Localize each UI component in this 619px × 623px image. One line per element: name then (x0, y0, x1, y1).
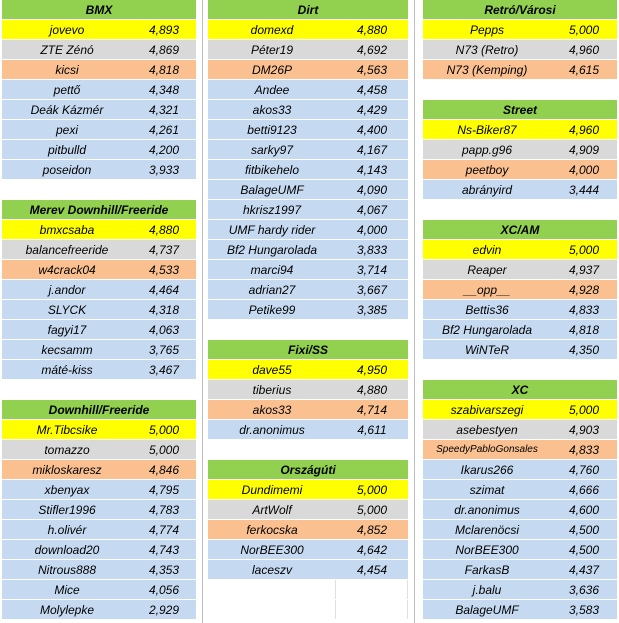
player-score: 4,846 (148, 463, 180, 477)
player-score: 4,833 (568, 303, 600, 317)
table-row (423, 460, 617, 480)
section-header-xcam (423, 220, 617, 240)
player-score: 4,500 (568, 543, 600, 557)
table-row (423, 340, 617, 360)
player-score: 5,000 (568, 23, 600, 37)
player-score: 4,000 (568, 163, 600, 177)
table-row (2, 440, 196, 460)
table-row (208, 400, 408, 420)
player-name: WiNTeR (464, 343, 510, 357)
table-row (2, 40, 196, 60)
player-name: tomazzo (44, 443, 90, 457)
table-row (2, 100, 196, 120)
table-row (208, 60, 408, 80)
table-row (423, 120, 617, 140)
player-name: Nitrous888 (37, 563, 97, 577)
player-name: j.balu (472, 583, 502, 597)
player-score: 4,454 (356, 563, 388, 577)
table-row (208, 380, 408, 400)
player-name: abrányird (461, 183, 513, 197)
player-score: 4,611 (357, 423, 387, 437)
table-row (208, 180, 408, 200)
player-name: kecsamm (41, 343, 93, 357)
player-score: 4,760 (568, 463, 600, 477)
player-name: papp.g96 (461, 143, 513, 157)
player-name: Stifler1996 (38, 503, 96, 517)
player-score: 4,893 (148, 23, 180, 37)
player-name: Péter19 (250, 43, 294, 57)
table-row (208, 560, 408, 580)
player-score: 4,429 (356, 103, 388, 117)
table-row (423, 180, 617, 200)
section-title: XC (511, 383, 529, 397)
player-score: 3,636 (568, 583, 600, 597)
player-score: 4,880 (148, 223, 180, 237)
table-row (208, 140, 408, 160)
player-name: NorBEE300 (240, 543, 304, 557)
player-score: 4,200 (148, 143, 180, 157)
player-score: 4,714 (356, 403, 388, 417)
player-score: 4,960 (568, 123, 600, 137)
player-score: 4,642 (356, 543, 388, 557)
table-row (208, 100, 408, 120)
player-score: 4,818 (148, 63, 180, 77)
player-name: Andee (254, 83, 290, 97)
player-score: 4,437 (568, 563, 600, 577)
player-score: 4,737 (148, 243, 180, 257)
player-name: Bettis36 (465, 303, 509, 317)
section-title: Downhill/Freeride (48, 403, 150, 417)
column-divider (202, 0, 203, 623)
table-row (2, 140, 196, 160)
player-score: 4,056 (148, 583, 180, 597)
player-name: betti9123 (247, 123, 297, 137)
player-name: máté-kiss (41, 363, 93, 377)
table-row (2, 120, 196, 140)
section-header-street (423, 100, 617, 120)
player-name: SpeedyPabloGonsales (436, 444, 538, 455)
player-score: 4,960 (568, 43, 600, 57)
player-score: 3,765 (148, 343, 180, 357)
player-score: 3,385 (356, 303, 388, 317)
player-name: BalageUMF (240, 183, 304, 197)
player-name: sarky97 (250, 143, 294, 157)
table-row (423, 280, 617, 300)
table-row (208, 420, 408, 440)
player-score: 2,929 (148, 603, 180, 617)
player-score: 5,000 (568, 243, 600, 257)
player-score: 4,909 (568, 143, 600, 157)
table-row (2, 320, 196, 340)
player-score: 4,880 (356, 383, 388, 397)
table-row (208, 500, 408, 520)
table-row (423, 440, 617, 460)
player-name: DM26P (251, 63, 292, 77)
player-name: Mr.Tibcsike (36, 423, 98, 437)
player-name: asebestyen (456, 423, 518, 437)
player-score: 4,903 (568, 423, 600, 437)
table-row (208, 120, 408, 140)
section-title: Street (502, 103, 537, 117)
player-score: 4,000 (356, 223, 388, 237)
player-name: NorBEE300 (455, 543, 519, 557)
table-row (423, 560, 617, 580)
player-name: Petike99 (248, 303, 296, 317)
player-score: 4,321 (148, 103, 180, 117)
player-name: pettő (53, 83, 81, 97)
player-score: 4,261 (148, 123, 180, 137)
player-score: 3,583 (568, 603, 600, 617)
table-row (2, 560, 196, 580)
player-name: peetboy (465, 163, 509, 177)
player-score: 4,818 (568, 323, 600, 337)
section-title: Retró/Városi (484, 3, 556, 17)
player-name: FarkasB (464, 563, 510, 577)
section-title: XC/AM (500, 223, 540, 237)
player-score: 5,000 (356, 503, 388, 517)
table-row (208, 480, 408, 500)
player-score: 4,318 (148, 303, 180, 317)
section-header-xc (423, 380, 617, 400)
section-header-bmx (2, 0, 196, 20)
table-row (2, 300, 196, 320)
table-row (2, 480, 196, 500)
player-score: 4,458 (356, 83, 388, 97)
player-score: 4,795 (148, 483, 180, 497)
table-row (2, 500, 196, 520)
player-name: bmxcsaba (39, 223, 95, 237)
table-row (423, 40, 617, 60)
player-score: 5,000 (568, 403, 600, 417)
table-row (423, 520, 617, 540)
table-row (208, 260, 408, 280)
table-row (423, 580, 617, 600)
player-score: 4,743 (148, 543, 180, 557)
player-name: Dundimemi (241, 483, 303, 497)
table-row (2, 80, 196, 100)
player-score: 4,880 (356, 23, 388, 37)
table-row (2, 160, 196, 180)
player-name: xbenyax (44, 483, 90, 497)
player-name: marci94 (250, 263, 294, 277)
player-name: fitbikehelo (244, 163, 300, 177)
player-name: domexd (250, 23, 294, 37)
player-name: hkrisz1997 (242, 203, 302, 217)
player-name: balancefreeride (25, 243, 109, 257)
player-score: 4,464 (148, 283, 180, 297)
table-row (208, 540, 408, 560)
player-name: Mclarenöcsi (454, 523, 520, 537)
table-row (423, 60, 617, 80)
player-score: 4,533 (148, 263, 180, 277)
table-row (208, 80, 408, 100)
player-name: Reaper (467, 263, 507, 277)
section-header-merev (2, 200, 196, 220)
player-name: akos33 (252, 103, 292, 117)
section-title: Országúti (280, 463, 336, 477)
player-name: jovevo (49, 23, 85, 37)
player-name: SLYCK (47, 303, 87, 317)
table-row (423, 540, 617, 560)
table-row (208, 280, 408, 300)
player-score: 4,869 (148, 43, 180, 57)
player-name: BalageUMF (455, 603, 519, 617)
table-row (423, 160, 617, 180)
empty-row (208, 600, 408, 620)
player-score: 4,783 (148, 503, 180, 517)
table-row (2, 540, 196, 560)
player-score: 4,615 (568, 63, 600, 77)
player-name: akos33 (252, 403, 292, 417)
player-score: 4,937 (568, 263, 600, 277)
section-header-fixi (208, 340, 408, 360)
player-score: 3,467 (148, 363, 180, 377)
table-row (423, 20, 617, 40)
player-score: 5,000 (148, 423, 180, 437)
player-score: 3,667 (356, 283, 388, 297)
table-row (423, 260, 617, 280)
section-title: Fixi/SS (287, 343, 328, 357)
section-title: BMX (85, 3, 113, 17)
player-name: Mice (54, 583, 80, 597)
player-score: 4,852 (356, 523, 388, 537)
player-score: 5,000 (356, 483, 388, 497)
table-row (423, 600, 617, 620)
player-name: h.olivér (47, 523, 87, 537)
player-name: pexi (55, 123, 78, 137)
player-name: Pepps (469, 23, 505, 37)
table-row (208, 40, 408, 60)
player-name: szimat (469, 483, 505, 497)
player-score: 3,444 (568, 183, 600, 197)
section-header-orszaguti (208, 460, 408, 480)
player-name: laceszv (251, 563, 292, 577)
player-name: szabivarszegi (450, 403, 524, 417)
player-score: 4,692 (356, 43, 388, 57)
table-row (423, 300, 617, 320)
player-score: 4,348 (148, 83, 180, 97)
table-row (208, 360, 408, 380)
table-row (2, 60, 196, 80)
player-score: 3,933 (148, 163, 180, 177)
section-header-downhill (2, 400, 196, 420)
player-name: fagyi17 (47, 323, 87, 337)
table-row (208, 160, 408, 180)
player-name: __opp__ (463, 283, 511, 297)
table-row (2, 340, 196, 360)
table-row (208, 220, 408, 240)
player-name: mikloskaresz (32, 463, 102, 477)
player-score: 4,500 (568, 523, 600, 537)
column-divider (414, 0, 415, 623)
player-score: 4,350 (568, 343, 600, 357)
table-row (423, 500, 617, 520)
player-score: 4,063 (148, 323, 180, 337)
table-row (2, 240, 196, 260)
table-row (423, 420, 617, 440)
player-name: UMF hardy rider (228, 223, 316, 237)
player-name: dave55 (252, 363, 292, 377)
player-score: 4,400 (356, 123, 388, 137)
section-title: Dirt (297, 3, 319, 17)
player-name: N73 (Kemping) (446, 63, 528, 77)
player-name: Bf2 Hungarolada (226, 243, 318, 257)
table-row (423, 240, 617, 260)
player-name: kicsi (55, 63, 79, 77)
table-row (208, 200, 408, 220)
player-name: dr.anonimus (239, 423, 305, 437)
table-row (2, 260, 196, 280)
table-row (2, 600, 196, 620)
player-score: 4,666 (568, 483, 600, 497)
player-name: Molylepke (39, 603, 95, 617)
table-row (208, 240, 408, 260)
player-score: 4,090 (356, 183, 388, 197)
player-score: 5,000 (148, 443, 180, 457)
player-score: 4,563 (356, 63, 388, 77)
player-name: Deák Kázmér (30, 103, 104, 117)
player-name: w4crack04 (38, 263, 96, 277)
player-score: 3,833 (356, 243, 388, 257)
player-name: adrian27 (248, 283, 296, 297)
table-row (2, 460, 196, 480)
player-name: edvin (472, 243, 502, 257)
player-score: 3,714 (356, 263, 388, 277)
player-score: 4,928 (568, 283, 600, 297)
player-name: Ns-Biker87 (457, 123, 517, 137)
player-name: Ikarus266 (460, 463, 514, 477)
player-score: 4,067 (356, 203, 388, 217)
player-name: Bf2 Hungarolada (441, 323, 533, 337)
player-name: tiberius (252, 383, 292, 397)
table-row (2, 360, 196, 380)
table-row (208, 520, 408, 540)
section-header-retro (423, 0, 617, 20)
table-row (2, 20, 196, 40)
player-score: 4,774 (148, 523, 180, 537)
section-header-dirt (208, 0, 408, 20)
player-name: ArtWolf (252, 503, 292, 517)
section-title: Merev Downhill/Freeride (29, 203, 169, 217)
empty-row (208, 580, 408, 600)
table-row (2, 420, 196, 440)
table-row (2, 280, 196, 300)
player-name: ferkocska (246, 523, 298, 537)
table-row (208, 20, 408, 40)
player-score: 4,833 (568, 443, 600, 457)
player-score: 4,167 (356, 143, 388, 157)
player-name: ZTE Zénó (40, 43, 94, 57)
table-row (2, 520, 196, 540)
player-name: pitbulld (47, 143, 87, 157)
player-score: 4,950 (356, 363, 388, 377)
player-score: 4,143 (356, 163, 388, 177)
player-score: 4,353 (148, 563, 180, 577)
table-row (423, 480, 617, 500)
table-row (208, 300, 408, 320)
player-score: 4,600 (568, 503, 600, 517)
table-row (423, 400, 617, 420)
table-row (2, 220, 196, 240)
player-name: j.andor (48, 283, 86, 297)
player-name: poseidon (42, 163, 92, 177)
table-row (423, 320, 617, 340)
table-row (2, 580, 196, 600)
player-name: dr.anonimus (454, 503, 520, 517)
player-name: N73 (Retro) (455, 43, 519, 57)
player-name: download20 (34, 543, 100, 557)
table-row (423, 140, 617, 160)
